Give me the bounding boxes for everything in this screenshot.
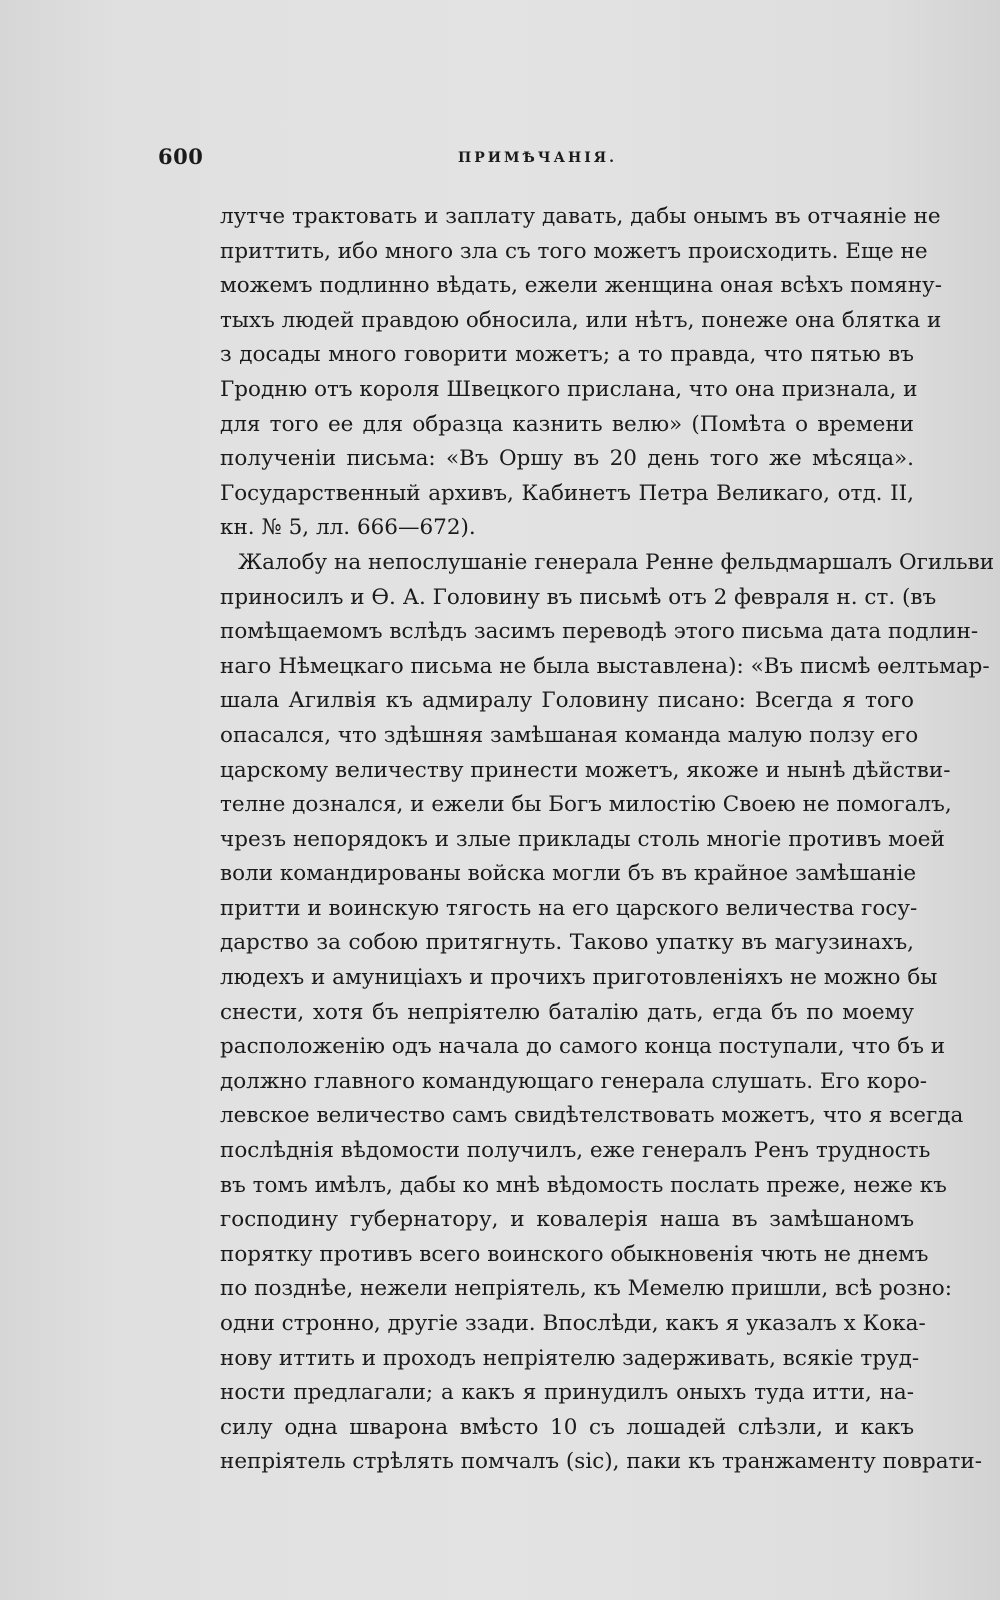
- text-line: опасался, что здѣшняя замѣшаная команда малую ползу его: [220, 722, 919, 748]
- text-line: послѣднія вѣдомости получилъ, еже генералъ Ренъ трудность: [220, 1138, 931, 1164]
- text-line: нову иттить и проходъ непріятелю задерживать, всякіе труд-: [220, 1345, 920, 1371]
- paragraph-first-line: Жалобу на непослушаніе генерала Ренне фельдмаршалъ Огильви: [238, 549, 995, 575]
- text-line: Государственный архивъ, Кабинетъ Петра Великаго, отд. II,: [220, 480, 914, 506]
- text-line: приттить, ибо много зла съ того можетъ происходить. Еще не: [220, 238, 928, 264]
- text-line: людехъ и амуниціахъ и прочихъ приготовленіяхъ не можно бы: [220, 965, 938, 991]
- text-line: помѣщаемомъ вслѣдъ засимъ переводѣ этого письма дата подлин-: [220, 619, 979, 645]
- text-line: снести, хотя бъ непріятелю баталію дать, егда бъ по моему: [220, 999, 914, 1025]
- text-line: въ томъ имѣлъ, дабы ко мнѣ вѣдомость послать преже, неже къ: [220, 1172, 947, 1198]
- text-line: силу одна шварона вмѣсто 10 съ лошадей слѣзли, и какъ: [220, 1414, 914, 1440]
- text-line: воли командированы войска могли бъ въ крайное замѣшаніе: [220, 861, 917, 887]
- text-line: тыхъ людей правдою обносила, или нѣтъ, понеже она блятка и: [220, 307, 942, 333]
- text-line: Гродню отъ короля Швецкого прислана, что она признала, и: [220, 376, 918, 402]
- text-line: порятку противъ всего воинского обыкновенія чють не днемъ: [220, 1241, 929, 1267]
- text-line: можемъ подлинно вѣдать, ежели женщина оная всѣхъ помяну-: [220, 273, 942, 299]
- page-header: [158, 144, 918, 174]
- page-number: 600: [158, 144, 204, 169]
- text-line: чрезъ непорядокъ и злые приклады столь многіе противъ моей: [220, 826, 945, 852]
- text-line: лутче трактовать и заплату давать, дабы онымъ въ отчаяніе не: [220, 204, 941, 229]
- text-line: левское величество самъ свидѣтелствовать можетъ, что я всегда: [220, 1103, 964, 1129]
- text-line: царскому величеству принести можетъ, якоже и нынѣ дѣйстви-: [220, 757, 951, 783]
- text-line: шала Агилвія къ адмиралу Головину писано: Всегда я того: [220, 688, 914, 714]
- running-title: ПРИМѢЧАНІЯ.: [458, 150, 617, 166]
- text-line: приносилъ и Ѳ. А. Головину въ письмѣ отъ 2 февраля н. ст. (въ: [220, 584, 937, 610]
- text-line: расположенію одъ начала до самого конца поступали, что бъ и: [220, 1034, 946, 1060]
- text-line: одни стронно, другіе ззади. Впослѣди, какъ я указалъ х Кока-: [220, 1311, 926, 1336]
- text-line: притти и воинскую тягость на его царского величества госу-: [220, 895, 918, 921]
- text-line: по позднѣе, нежели непріятель, къ Мемелю пришли, всѣ розно:: [220, 1276, 952, 1302]
- body-text: [220, 200, 995, 1480]
- text-line: дарство за собою притягнуть. Таково упатку въ магузинахъ,: [220, 930, 914, 956]
- text-line: непріятель стрѣлять помчалъ (sic), паки къ транжаменту поврати-: [220, 1449, 983, 1475]
- text-line: ности предлагали; а какъ я принудилъ оныхъ туда итти, на-: [220, 1380, 914, 1406]
- text-line: полученіи письма: «Въ Оршу въ 20 день того же мѣсяца».: [220, 446, 914, 472]
- text-line: наго Нѣмецкаго письма не была выставлена): «Въ писмѣ ѳелтьмар-: [220, 653, 990, 679]
- text-line: телне дознался, и ежели бы Богъ милостію Своею не помогалъ,: [220, 792, 952, 818]
- text-line: господину губернатору, и ковалерія наша въ замѣшаномъ: [220, 1207, 914, 1233]
- text-line: должно главного командующаго генерала слушать. Его коро-: [220, 1068, 928, 1094]
- text-line: для того ее для образца казнить велю» (Помѣта о времени: [220, 411, 914, 437]
- text-line: з досады много говорити можетъ; а то правда, что пятью въ: [220, 342, 914, 368]
- text-line: кн. № 5, лл. 666—672).: [220, 515, 476, 541]
